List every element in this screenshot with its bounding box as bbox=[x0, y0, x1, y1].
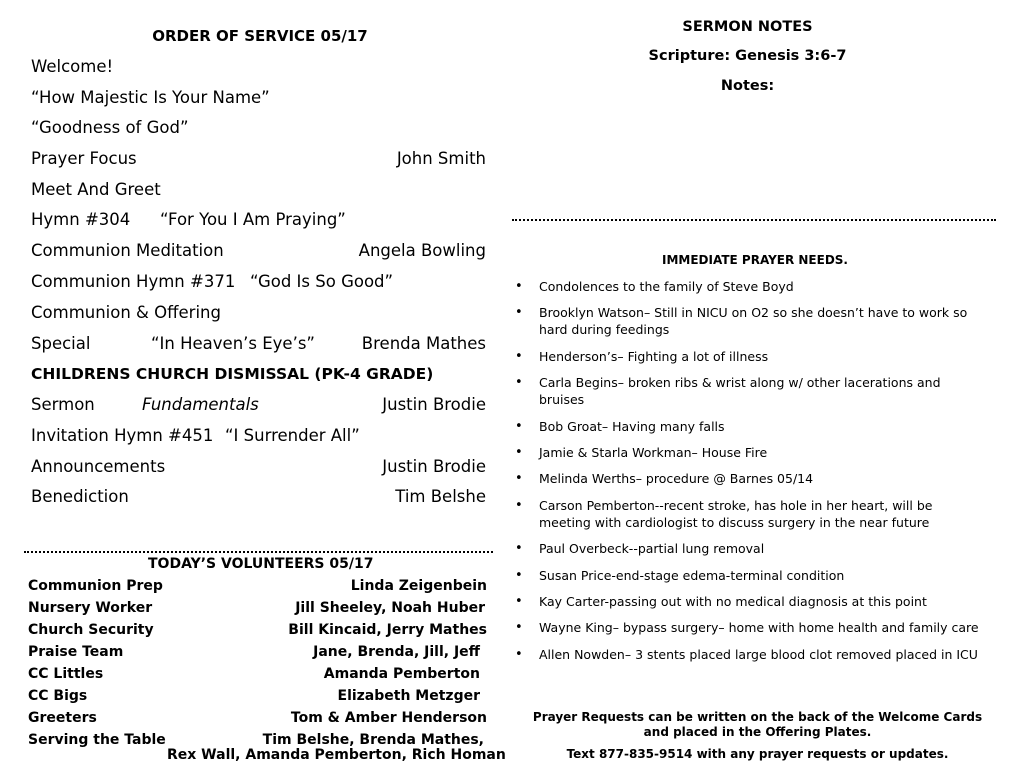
volunteer-names-continued: Rex Wall, Amanda Pemberton, Rich Homan bbox=[167, 747, 506, 763]
volunteer-row bbox=[28, 644, 487, 664]
prayer-need-item: • Wayne King– bypass surgery– home with home health and family care bbox=[511, 619, 981, 636]
service-item-label: Communion & Offering bbox=[31, 303, 221, 322]
service-item bbox=[31, 334, 486, 358]
sermon-notes-title: SERMON NOTES bbox=[682, 19, 813, 35]
prayer-request-note-line1: Prayer Requests can be written on the back of the Welcome Cards bbox=[532, 710, 983, 724]
service-item bbox=[31, 88, 486, 112]
service-item-song: “In Heaven’s Eye’s” bbox=[151, 334, 315, 353]
service-item-leader: Justin Brodie bbox=[382, 395, 486, 414]
service-item-label: Hymn #304 bbox=[31, 210, 131, 229]
prayer-need-item: • Carson Pemberton--recent stroke, has hole in her heart, will be meeting with cardiologist to discuss surgery in the near future bbox=[511, 497, 981, 531]
service-item-label: Announcements bbox=[31, 457, 166, 476]
service-item-label: Welcome! bbox=[31, 57, 114, 76]
prayer-needs-list bbox=[511, 278, 981, 672]
prayer-need-item: • Brooklyn Watson– Still in NICU on O2 so she doesn’t have to work so hard during feedings bbox=[511, 304, 981, 338]
section-divider bbox=[512, 219, 996, 221]
volunteer-role: Church Security bbox=[28, 622, 154, 638]
service-item bbox=[31, 241, 486, 265]
prayer-need-item: • Condolences to the family of Steve Boyd bbox=[511, 278, 981, 295]
prayer-text-number: Text 877-835-9514 with any prayer requests or updates. bbox=[566, 747, 949, 761]
service-item-song: “For You I Am Praying” bbox=[160, 210, 346, 229]
volunteers-title: TODAY’S VOLUNTEERS 05/17 bbox=[148, 556, 374, 572]
prayer-need-item: • Kay Carter-passing out with no medical diagnosis at this point bbox=[511, 593, 981, 610]
service-item bbox=[31, 57, 486, 81]
volunteer-row bbox=[28, 622, 487, 642]
service-item bbox=[31, 180, 486, 204]
service-item bbox=[31, 272, 486, 296]
prayer-need-item: • Carla Begins– broken ribs & wrist along w/ other lacerations and bruises bbox=[511, 374, 981, 408]
volunteer-row bbox=[28, 578, 487, 598]
service-item-song: “I Surrender All” bbox=[225, 426, 360, 445]
volunteer-names: Jill Sheeley, Noah Huber bbox=[295, 600, 485, 616]
prayer-need-item: • Henderson’s– Fighting a lot of illness bbox=[511, 348, 981, 365]
childrens-church-dismissal bbox=[31, 365, 486, 389]
service-item bbox=[31, 303, 486, 327]
section-divider bbox=[24, 551, 493, 553]
service-item-label: “How Majestic Is Your Name” bbox=[31, 88, 270, 107]
scripture-reference: Scripture: Genesis 3:6-7 bbox=[648, 48, 847, 64]
prayer-need-item: • Bob Groat– Having many falls bbox=[511, 418, 981, 435]
sermon-title: Fundamentals bbox=[142, 395, 259, 414]
volunteer-role: Communion Prep bbox=[28, 578, 163, 594]
volunteer-role: Serving the Table bbox=[28, 732, 166, 748]
volunteer-role: CC Bigs bbox=[28, 688, 88, 704]
service-item-label: Special bbox=[31, 334, 91, 353]
service-item-label: Prayer Focus bbox=[31, 149, 137, 168]
service-item bbox=[31, 395, 486, 419]
service-item-label: Invitation Hymn #451 bbox=[31, 426, 214, 445]
volunteer-role: Greeters bbox=[28, 710, 97, 726]
service-item bbox=[31, 149, 486, 173]
volunteer-row bbox=[28, 666, 487, 686]
volunteer-names: Tim Belshe, Brenda Mathes, bbox=[262, 732, 484, 748]
prayer-need-item: • Allen Nowden– 3 stents placed large blood clot removed placed in ICU bbox=[511, 646, 981, 663]
service-item-leader: John Smith bbox=[396, 149, 486, 168]
volunteer-names: Tom & Amber Henderson bbox=[290, 710, 487, 726]
volunteer-names: Elizabeth Metzger bbox=[337, 688, 480, 704]
service-item-label: Communion Meditation bbox=[31, 241, 224, 260]
prayer-need-item: • Jamie & Starla Workman– House Fire bbox=[511, 444, 981, 461]
volunteer-role: Nursery Worker bbox=[28, 600, 153, 616]
volunteer-row bbox=[28, 688, 487, 708]
volunteer-role: CC Littles bbox=[28, 666, 104, 682]
volunteer-names: Bill Kincaid, Jerry Mathes bbox=[288, 622, 487, 638]
volunteer-row bbox=[28, 710, 487, 730]
service-item-song: “God Is So Good” bbox=[250, 272, 394, 291]
order-of-service-title: ORDER OF SERVICE 05/17 bbox=[152, 27, 368, 45]
prayer-needs-title: IMMEDIATE PRAYER NEEDS. bbox=[662, 253, 848, 267]
service-item-label: CHILDRENS CHURCH DISMISSAL (PK-4 GRADE) bbox=[31, 365, 434, 383]
volunteer-role: Praise Team bbox=[28, 644, 124, 660]
service-item-leader: Justin Brodie bbox=[382, 457, 486, 476]
prayer-need-item: • Paul Overbeck--partial lung removal bbox=[511, 540, 981, 557]
service-item-label: Meet And Greet bbox=[31, 180, 161, 199]
volunteer-names: Linda Zeigenbein bbox=[350, 578, 487, 594]
service-item bbox=[31, 118, 486, 142]
volunteer-names: Amanda Pemberton bbox=[323, 666, 480, 682]
service-item-leader: Angela Bowling bbox=[358, 241, 486, 260]
service-item bbox=[31, 210, 486, 234]
service-item-label: “Goodness of God” bbox=[31, 118, 189, 137]
service-item bbox=[31, 487, 486, 511]
service-item bbox=[31, 426, 486, 450]
service-item-label: Sermon bbox=[31, 395, 95, 414]
service-item-label: Benediction bbox=[31, 487, 129, 506]
prayer-need-item: • Melinda Werths– procedure @ Barnes 05/14 bbox=[511, 470, 981, 487]
service-item-label: Communion Hymn #371 bbox=[31, 272, 236, 291]
prayer-need-item: • Susan Price-end-stage edema-terminal condition bbox=[511, 567, 981, 584]
volunteer-row bbox=[28, 600, 487, 620]
notes-label: Notes: bbox=[720, 78, 775, 94]
service-item bbox=[31, 457, 486, 481]
service-item-leader: Brenda Mathes bbox=[361, 334, 486, 353]
prayer-request-note-line2: and placed in the Offering Plates. bbox=[643, 725, 872, 739]
volunteer-names: Jane, Brenda, Jill, Jeff bbox=[313, 644, 480, 660]
service-item-leader: Tim Belshe bbox=[395, 487, 486, 506]
